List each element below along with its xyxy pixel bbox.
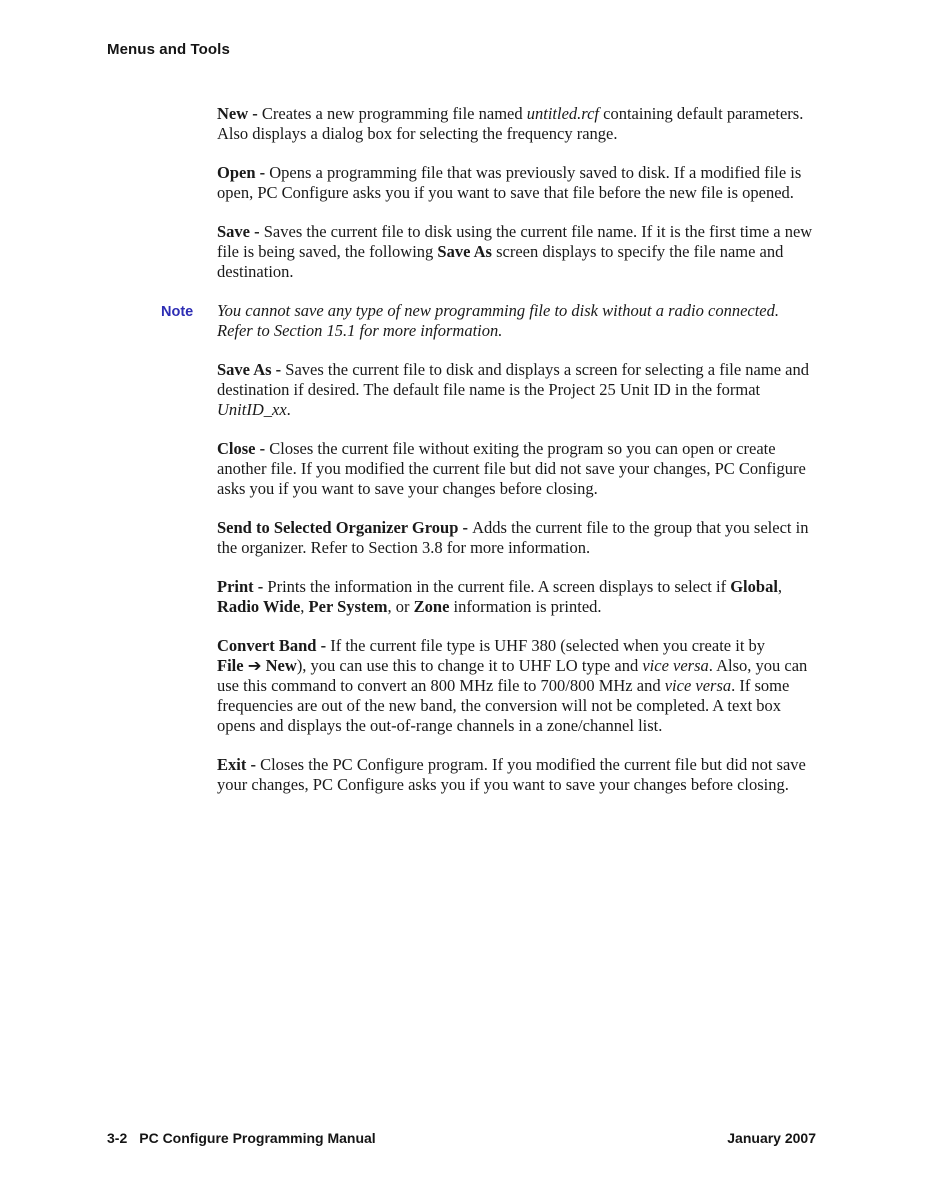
text-run: Closes the PC Configure program. If you modified the current file but did not save your changes, PC Configure asks you if you want to save your changes before closing. bbox=[217, 755, 806, 794]
text-run: containing default parameters. Also displays a dialog box for selecting the frequency range. bbox=[217, 104, 804, 143]
text-run: Prints the information in the current file. A screen displays to select if bbox=[267, 577, 731, 596]
text-run: Save As - bbox=[217, 360, 286, 379]
text-run: Per System bbox=[308, 597, 388, 616]
footer-page-number: 3-2 bbox=[107, 1130, 128, 1146]
footer-left bbox=[107, 1130, 376, 1146]
paragraph-new bbox=[217, 104, 817, 144]
paragraph-convert-band bbox=[217, 636, 817, 736]
page-footer bbox=[107, 1130, 816, 1146]
text-run: Creates a new programming file named bbox=[261, 104, 527, 123]
page-header-title: Menus and Tools bbox=[107, 41, 230, 58]
text-run: information is printed. bbox=[449, 597, 602, 616]
paragraph-note bbox=[161, 301, 817, 341]
paragraph-close bbox=[217, 439, 817, 499]
text-run: Zone bbox=[413, 597, 450, 616]
text-run: , bbox=[300, 597, 309, 616]
text-run: vice versa bbox=[642, 656, 709, 675]
footer-date: January 2007 bbox=[727, 1130, 816, 1146]
text-run: Saves the current file to disk and displays a screen for selecting a file name and destination if desired. The default file name is the Project 25 Unit ID in the format bbox=[217, 360, 809, 399]
text-run: Radio Wide bbox=[217, 597, 301, 616]
text-run: Saves the current file to disk using the current file name. If it is the first time a new file is being saved, the following bbox=[217, 222, 813, 261]
paragraph-print bbox=[217, 577, 817, 617]
text-run: Exit - bbox=[217, 755, 261, 774]
text-run: UnitID_xx bbox=[217, 400, 287, 419]
text-run: vice versa bbox=[664, 676, 732, 695]
text-run: You cannot save any type of new programming file to disk without a radio connected. Refer to Section 15.1 for more information. bbox=[217, 301, 780, 340]
text-run: screen displays to specify the file name and destination. bbox=[217, 242, 784, 281]
text-run: Save As bbox=[437, 242, 492, 261]
text-run: Closes the current file without exiting the program so you can open or create another file. If you modified the current file but did not save your changes, PC Configure asks you if you want to save your changes before closing. bbox=[217, 439, 806, 498]
text-run: Adds the current file to the group that you select in the organizer. Refer to Section 3.8 for more information. bbox=[217, 518, 809, 557]
text-run: , or bbox=[387, 597, 414, 616]
text-run: . Also, you can use this command to convert an 800 MHz file to 700/800 MHz and bbox=[217, 656, 808, 695]
text-run: Save - bbox=[217, 222, 264, 241]
text-run: Global bbox=[730, 577, 778, 596]
text-run: Print - bbox=[217, 577, 268, 596]
footer-manual-title: PC Configure Programming Manual bbox=[139, 1130, 376, 1146]
text-run: If the current file type is UHF 380 (selected when you create it by bbox=[330, 636, 766, 655]
text-run: Send to Selected Organizer Group - bbox=[217, 518, 473, 537]
text-run: ), you can use this to change it to UHF LO type and bbox=[296, 656, 643, 675]
paragraph-exit bbox=[217, 755, 817, 795]
text-run: Open - bbox=[217, 163, 270, 182]
paragraph-send-to-organizer bbox=[217, 518, 817, 558]
text-run: File ➔ New bbox=[217, 656, 297, 675]
text-run: New - bbox=[217, 104, 262, 123]
text-run: Close - bbox=[217, 439, 270, 458]
note-label: Note bbox=[161, 304, 194, 320]
paragraph-save-as bbox=[217, 360, 817, 420]
paragraph-save bbox=[217, 222, 817, 282]
text-run: . If some frequencies are out of the new band, the conversion will not be completed. A text box opens and displays the out-of-range channels in a zone/channel list. bbox=[217, 676, 790, 735]
paragraph-open bbox=[217, 163, 817, 203]
text-run: Opens a programming file that was previously saved to disk. If a modified file is open, PC Configure asks you if you want to save that file before the new file is opened. bbox=[217, 163, 802, 202]
body-content bbox=[161, 104, 817, 814]
text-run: untitled.rcf bbox=[526, 104, 599, 123]
text-run: Convert Band - bbox=[217, 636, 331, 655]
text-run: . bbox=[286, 400, 291, 419]
text-run: , bbox=[777, 577, 783, 596]
